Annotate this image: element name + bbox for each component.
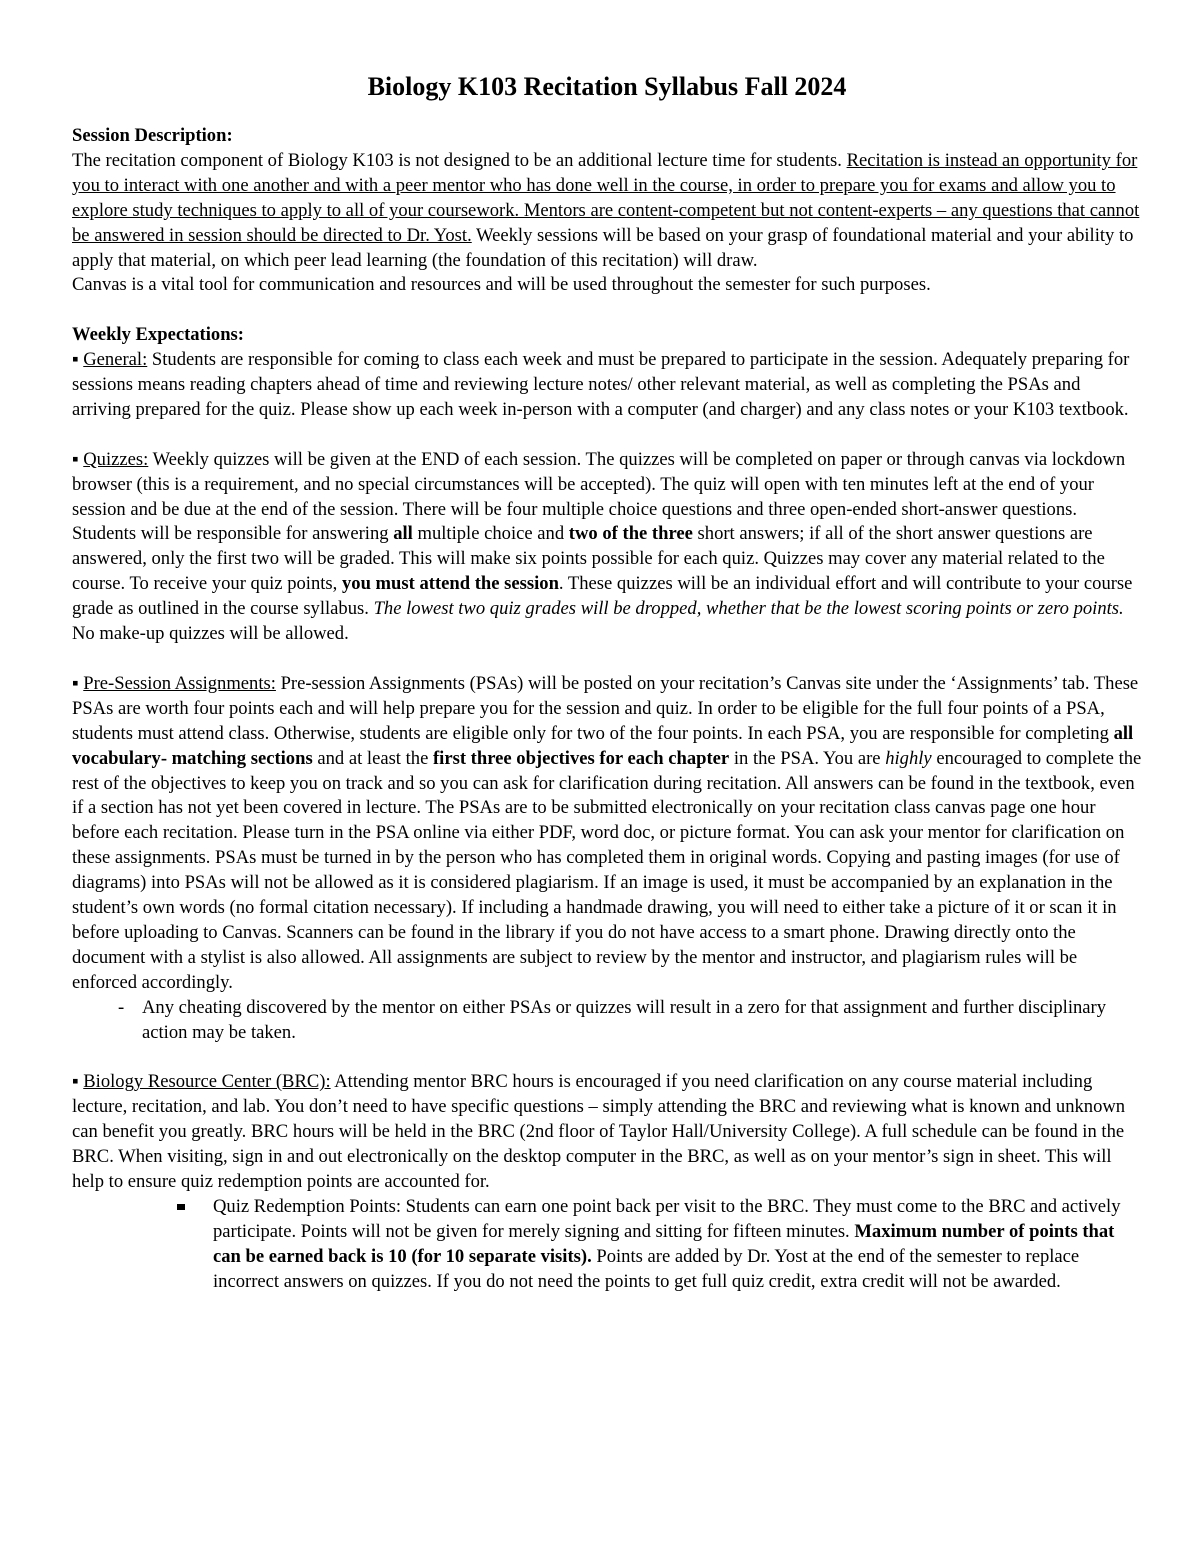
brc-label: Biology Resource Center (BRC): [83, 1071, 331, 1093]
psa-text: Pre-session Assignments (PSAs) will be posted on your recitation’s Canvas site under the ‘Assignments’ tab. These PSAs are worth four points each and will help prepare you for the session and quiz. In order to be eligible for the full four points of a PSA, students must attend class. Otherwise, students are eligible only for two of the four points. In each PSA, you are responsible for completing [72, 672, 1139, 744]
psa-bold: first three objectives for each chapter [432, 747, 730, 769]
canvas-paragraph: Canvas is a vital tool for communication and resources and will be used throughout the semester for such purposes. [72, 274, 931, 296]
session-underlined-text: Recitation is instead an opportunity for you to interact with one another and with a peer mentor who has done well in the course, in order to prepare you for exams and allow you to explore study techniques to apply to all of your coursework. Mentors are content-competent but not content-experts – any questions that cannot be answered in session should be directed to Dr. Yost. [72, 149, 1140, 246]
quizzes-bold: you must attend the session [341, 573, 559, 595]
psa-text: and at least the [312, 747, 433, 769]
general-text: Students are responsible for coming to class each week and must be prepared to participate in the session. Adequately preparing for sessions means reading chapters ahead of time and reviewing lecture notes/ other relevant material, as well as completing the PSAs and arriving prepared for the quiz. Please show up each week in-person with a computer (and charger) and any class notes or your K103 textbook. [72, 349, 1130, 420]
quizzes-bold: two of the three [568, 523, 693, 545]
psa-text: encouraged to complete the rest of the objectives to keep you on track and so you can ask for clarification during recitation. All answers can be found in the textbook, even if a section has not yet been covered in lecture. The PSAs are to be submitted electronically on your recitation class canvas page one hour before each recitation. Please turn in the PSA online via either PDF, word doc, or picture format. You can ask your mentor for clarification on these assignments. PSAs must be turned in by the person who has completed them in original words. Copying and pasting images (for use of diagrams) into PSAs will not be allowed as it is considered plagiarism. If an image is used, it must be accompanied by an explanation in the student’s own words (no formal citation necessary). If including a handmade drawing, you will need to either take a picture of it or scan it in before uploading to Canvas. Scanners can be found in the library if you do not have access to a smart phone. Drawing directly onto the document with a stylist is also allowed. All assignments are subject to review by the mentor and instructor, and plagiarism rules will be enforced accordingly. [72, 747, 1142, 993]
cheating-list-item [72, 996, 1142, 1046]
session-text-part: The recitation component of Biology K103 is not designed to be an additional lecture time for students. [72, 149, 847, 171]
psa-paragraph [72, 672, 1142, 996]
quizzes-text: Weekly quizzes will be given at the END of each session. The quizzes will be completed on paper or through canvas via lockdown browser (this is a requirement, and no special circumstances will be accepted). The quiz will open with ten minutes left at the end of your session and be due at the end of the session. There will be four multiple choice questions and three open-ended short-answer questions. Students will be responsible for answering [72, 448, 1126, 545]
syllabus-page [72, 70, 1142, 1295]
quizzes-italic: The lowest two quiz grades will be dropped, whether that be the lowest scoring points or zero points. [373, 598, 1124, 620]
psa-italic: highly [885, 747, 932, 769]
general-label: General: [83, 349, 148, 371]
quizzes-text: short answers; if all of the short answer questions are answered, only the first two will be graded. This will make six points possible for each quiz. Quizzes may cover any material related to the course. To receive your quiz points, [72, 523, 1105, 595]
session-text-part: Weekly sessions will be based on your grasp of foundational material and your ability to apply that material, on which peer lead learning (the foundation of this recitation) will draw. [72, 224, 1134, 271]
quizzes-text: . These quizzes will be an individual effort and will contribute to your course grade as outlined in the course syllabus. [72, 573, 1133, 620]
psa-text: in the PSA. You are [729, 747, 886, 769]
quizzes-paragraph [72, 448, 1142, 647]
session-description-paragraph [72, 149, 1142, 274]
session-description-heading: Session Description: [72, 125, 233, 146]
bullet-icon: ▪ [72, 349, 79, 371]
page-title: Biology K103 Recitation Syllabus Fall 2024 [367, 72, 847, 101]
quizzes-text: multiple choice and [412, 523, 569, 545]
quizzes-text: No make-up quizzes will be allowed. [72, 623, 349, 645]
cheating-text: Any cheating discovered by the mentor on either PSAs or quizzes will result in a zero for that assignment and further disciplinary action may be taken. [142, 996, 1107, 1043]
square-bullet-icon [177, 1204, 185, 1210]
redemption-text: Quiz Redemption Points: Students can earn one point back per visit to the BRC. They must come to the BRC and actively participate. Points will not be given for merely signing and sitting for fifteen minutes. [213, 1195, 1121, 1242]
redemption-list-item [72, 1195, 1142, 1295]
redemption-text: Points are added by Dr. Yost at the end of the semester to replace incorrect answers on quizzes. If you do not need the points to get full quiz credit, extra credit will not be awarded. [213, 1245, 1080, 1292]
quizzes-bold: all [393, 523, 413, 545]
redemption-bold: Maximum number of points that can be earned back is 10 (for 10 separate visits). [213, 1220, 1115, 1267]
psa-bold: all vocabulary- matching sections [72, 722, 1134, 769]
weekly-expectations-heading: Weekly Expectations: [72, 324, 244, 346]
brc-text: Attending mentor BRC hours is encouraged if you need clarification on any course material including lecture, recitation, and lab. You don’t need to have specific questions – simply attending the BRC and reviewing what is known and unknown can benefit you greatly. BRC hours will be held in the BRC (2nd floor of Taylor Hall/University College). A full schedule can be found in the BRC. When visiting, sign in and out electronically on the desktop computer in the BRC, as well as on your mentor’s sign in sheet. This will help to ensure quiz redemption points are accounted for. [72, 1071, 1126, 1192]
general-paragraph [72, 348, 1142, 423]
brc-paragraph [72, 1070, 1142, 1195]
bullet-icon: ▪ [72, 672, 79, 694]
bullet-icon: ▪ [72, 448, 79, 470]
psa-label: Pre-Session Assignments: [83, 672, 276, 694]
dash-icon: - [118, 996, 125, 1018]
bullet-icon: ▪ [72, 1071, 79, 1093]
quizzes-label: Quizzes: [83, 448, 149, 470]
